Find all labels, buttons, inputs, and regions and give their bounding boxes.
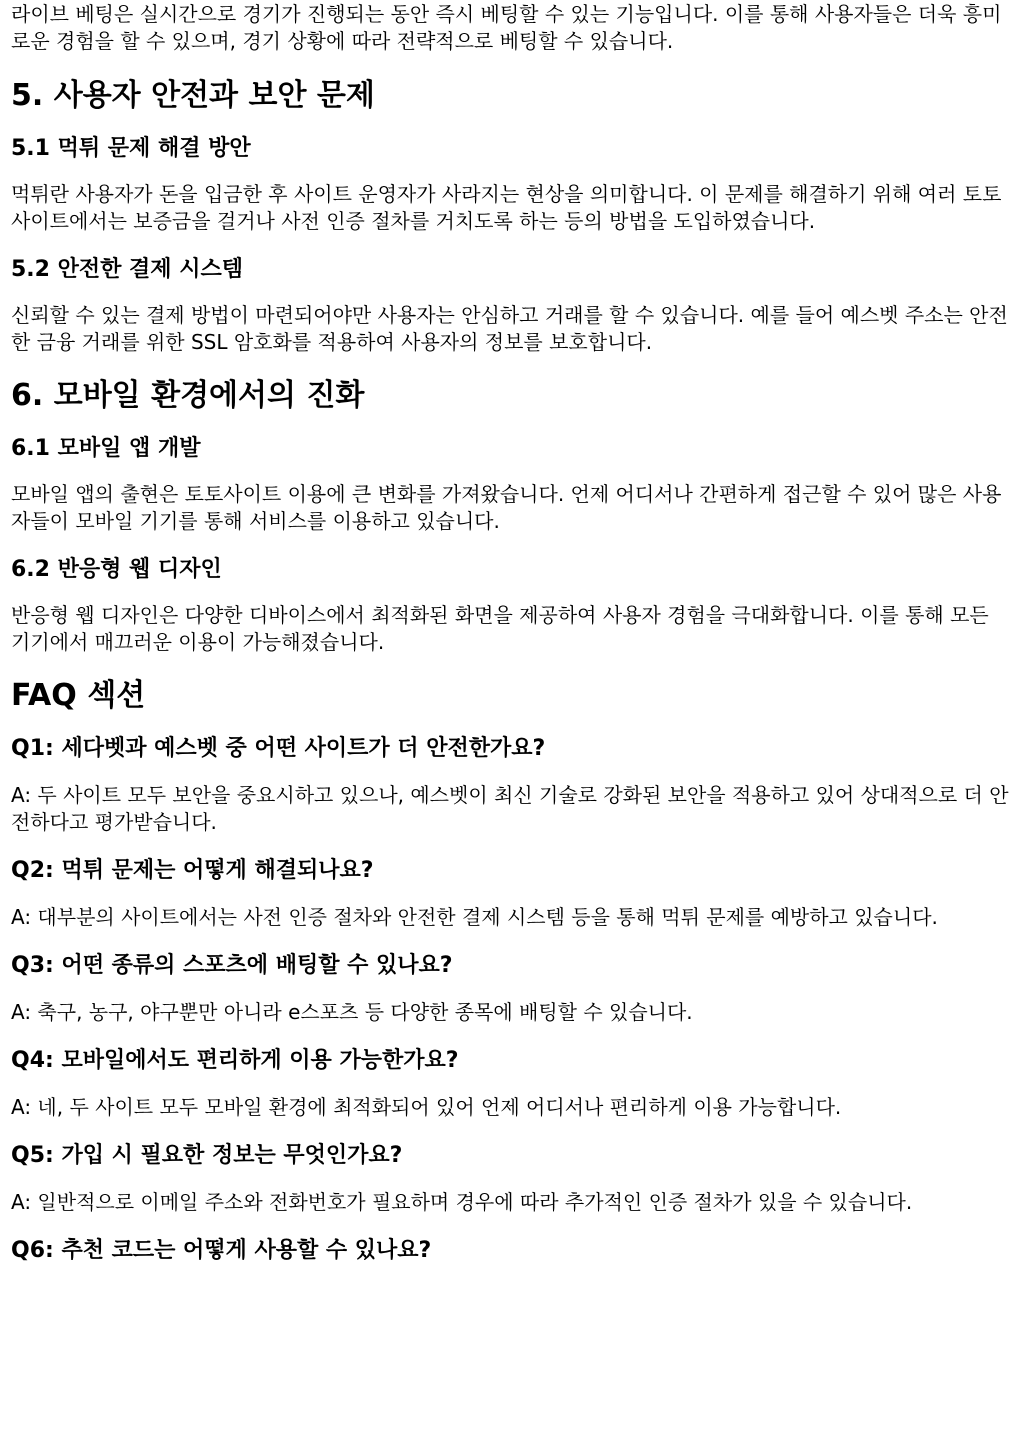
subsection-heading-5-1: 5.1 먹튀 문제 해결 방안 — [11, 136, 251, 161]
faq-answer-1: A: 두 사이트 모두 보안을 중요시하고 있으나, 예스벳이 최신 기술로 강화된 보안을 적용하고 있어 상대적으로 더 안전하다고 평가받습니다. — [11, 783, 1009, 834]
faq-answer-4: A: 네, 두 사이트 모두 모바일 환경에 최적화되어 있어 언제 어디서나 편리하게 이용 가능합니다. — [11, 1095, 842, 1119]
subsection-heading-5-2: 5.2 안전한 결제 시스템 — [11, 257, 243, 282]
subsection-body-6-2: 반응형 웹 디자인은 다양한 디바이스에서 최적화된 화면을 제공하여 사용자 경험을 극대화합니다. 이를 통해 모든 기기에서 매끄러운 이용이 가능해졌습니다. — [11, 603, 989, 654]
faq-question-3: Q3: 어떤 종류의 스포츠에 배팅할 수 있나요? — [11, 953, 453, 978]
faq-answer-3: A: 축구, 농구, 야구뿐만 아니라 e스포츠 등 다양한 종목에 배팅할 수 있습니다. — [11, 1000, 693, 1024]
faq-answer-2: A: 대부분의 사이트에서는 사전 인증 절차와 안전한 결제 시스템 등을 통해 먹튀 문제를 예방하고 있습니다. — [11, 905, 938, 929]
subsection-body-5-2: 신뢰할 수 있는 결제 방법이 마련되어야만 사용자는 안심하고 거래를 할 수 있습니다. 예를 들어 예스벳 주소는 안전한 금융 거래를 위한 SSL 암호화를 적용하여 사용자의 정보를 보호합니다. — [11, 303, 1008, 354]
faq-answer-5: A: 일반적으로 이메일 주소와 전화번호가 필요하며 경우에 따라 추가적인 인증 절차가 있을 수 있습니다. — [11, 1190, 913, 1214]
section-heading-safety: 5. 사용자 안전과 보안 문제 — [11, 78, 375, 113]
section-heading-mobile: 6. 모바일 환경에서의 진화 — [11, 378, 365, 413]
faq-heading: FAQ 섹션 — [11, 678, 146, 713]
intro-paragraph: 라이브 베팅은 실시간으로 경기가 진행되는 동안 즉시 베팅할 수 있는 기능입니다. 이를 통해 사용자들은 더욱 흥미로운 경험을 할 수 있으며, 경기 상황에 따라 전략적으로 베팅할 수 있습니다. — [11, 2, 1002, 53]
subsection-heading-6-1: 6.1 모바일 앱 개발 — [11, 436, 201, 461]
subsection-body-6-1: 모바일 앱의 출현은 토토사이트 이용에 큰 변화를 가져왔습니다. 언제 어디서나 간편하게 접근할 수 있어 많은 사용자들이 모바일 기기를 통해 서비스를 이용하고 있습니다. — [11, 482, 1002, 533]
subsection-body-5-1: 먹튀란 사용자가 돈을 입금한 후 사이트 운영자가 사라지는 현상을 의미합니다. 이 문제를 해결하기 위해 여러 토토사이트에서는 보증금을 걸거나 사전 인증 절차를 거치도록 하는 등의 방법을 도입하였습니다. — [11, 182, 1002, 233]
subsection-heading-6-2: 6.2 반응형 웹 디자인 — [11, 557, 222, 582]
faq-question-1: Q1: 세다벳과 예스벳 중 어떤 사이트가 더 안전한가요? — [11, 736, 546, 761]
faq-question-6: Q6: 추천 코드는 어떻게 사용할 수 있나요? — [11, 1238, 432, 1263]
faq-question-5: Q5: 가입 시 필요한 정보는 무엇인가요? — [11, 1143, 403, 1168]
faq-question-4: Q4: 모바일에서도 편리하게 이용 가능한가요? — [11, 1048, 459, 1073]
faq-question-2: Q2: 먹튀 문제는 어떻게 해결되나요? — [11, 858, 374, 883]
